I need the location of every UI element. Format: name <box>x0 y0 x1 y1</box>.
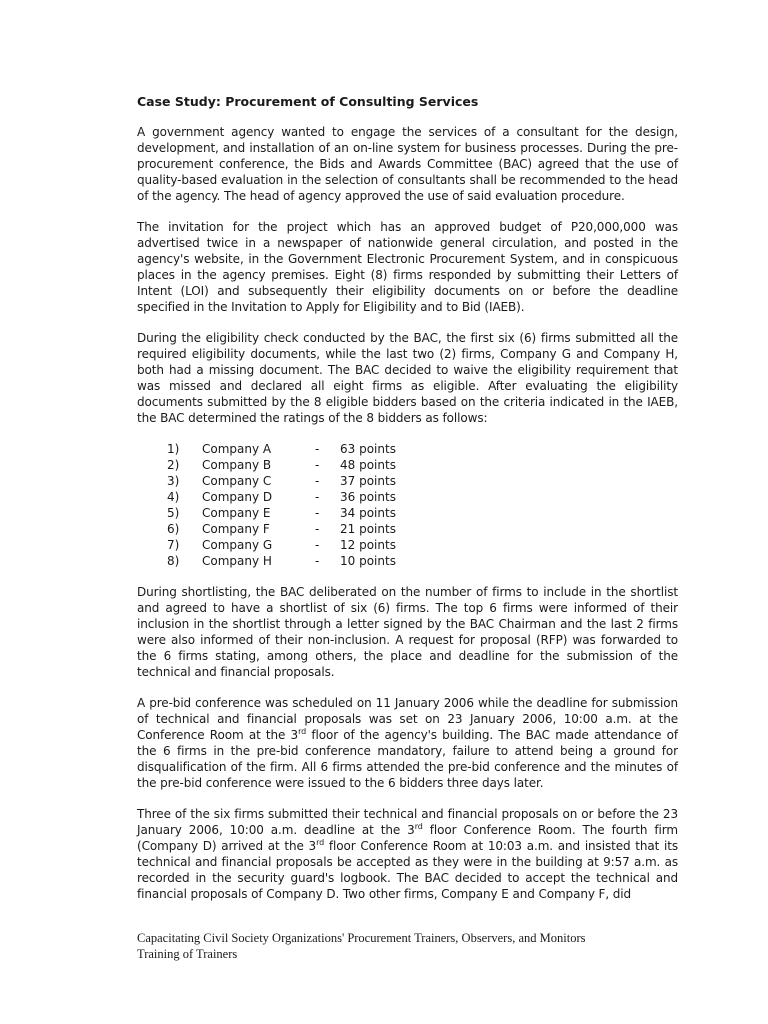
document-body <box>137 94 678 917</box>
rating-item: 6) Company F - 21 points <box>167 522 396 536</box>
rating-item: 1) Company A - 63 points <box>167 442 396 456</box>
ratings-list <box>137 441 678 569</box>
rating-item: 5) Company E - 34 points <box>167 506 396 520</box>
case-study-title: Case Study: Procurement of Consulting Services <box>137 94 479 109</box>
footer-line-program: Capacitating Civil Society Organizations' Procurement Trainers, Observers, and Monitors <box>137 931 586 945</box>
rating-item: 4) Company D - 36 points <box>167 490 396 504</box>
rating-item: 8) Company H - 10 points <box>167 554 396 568</box>
paragraph-shortlisting: During shortlisting, the BAC deliberated on the number of firms to include in the shortlist and agreed to have a shortlist of six (6) firms. The top 6 firms were informed of their inclusion in the shortlist through a letter signed by the BAC Chairman and the last 2 firms were also informed of their non-inclusion. A request for proposal (RFP) was forwarded to the 6 firms stating, among others, the place and deadline for the submission of the technical and financial proposals. <box>137 585 678 679</box>
paragraph-invitation: The invitation for the project which has an approved budget of P20,000,000 was advertised twice in a newspaper of nationwide general circulation, and posted in the agency's website, in the Government Electronic Procurement System, and in conspicuous places in the agency premises. Eight (8) firms responded by submitting their Letters of Intent (LOI) and subsequently their eligibility documents on or before the deadline specified in the Invitation to Apply for Eligibility and to Bid (IAEB). <box>137 220 678 314</box>
footer-line-training: Training of Trainers <box>137 947 238 961</box>
paragraph-intro: A government agency wanted to engage the services of a consultant for the design, development, and installation of an on-line system for business processes. During the pre-procurement conference, the Bids and Awards Committee (BAC) agreed that the use of quality-based evaluation in the selection of consultants shall be recommended to the head of the agency. The head of agency approved the use of said evaluation procedure. <box>137 125 678 203</box>
page-footer <box>137 930 585 962</box>
rating-item: 3) Company C - 37 points <box>167 474 396 488</box>
rating-item: 2) Company B - 48 points <box>167 458 396 472</box>
paragraph-prebid: A pre-bid conference was scheduled on 11 January 2006 while the deadline for submission of technical and financial proposals was set on 23 January 2006, 10:00 a.m. at the Conference Room at the 3rd floor of the agency's building. The BAC made attendance of the 6 firms in the pre-bid conference mandatory, failure to attend being a ground for disqualification of the firm. All 6 firms attended the pre-bid conference and the minutes of the pre-bid conference were issued to the 6 bidders three days later. <box>137 696 678 790</box>
paragraph-eligibility: During the eligibility check conducted by the BAC, the first six (6) firms submitted all the required eligibility documents, while the last two (2) firms, Company G and Company H, both had a missing document. The BAC decided to waive the eligibility requirement that was missed and declared all eight firms as eligible. After evaluating the eligibility documents submitted by the 8 eligible bidders based on the criteria indicated in the IAEB, the BAC determined the ratings of the 8 bidders as follows: <box>137 331 678 425</box>
paragraph-submission: Three of the six firms submitted their technical and financial proposals on or before the 23 January 2006, 10:00 a.m. deadline at the 3rd floor Conference Room. The fourth firm (Company D) arrived at the 3rd floor Conference Room at 10:03 a.m. and insisted that its technical and financial proposals be accepted as they were in the building at 9:57 a.m. as recorded in the security guard's logbook. The BAC decided to accept the technical and financial proposals of Company D. Two other firms, Company E and Company F, did <box>137 807 679 901</box>
rating-item: 7) Company G - 12 points <box>167 538 396 552</box>
